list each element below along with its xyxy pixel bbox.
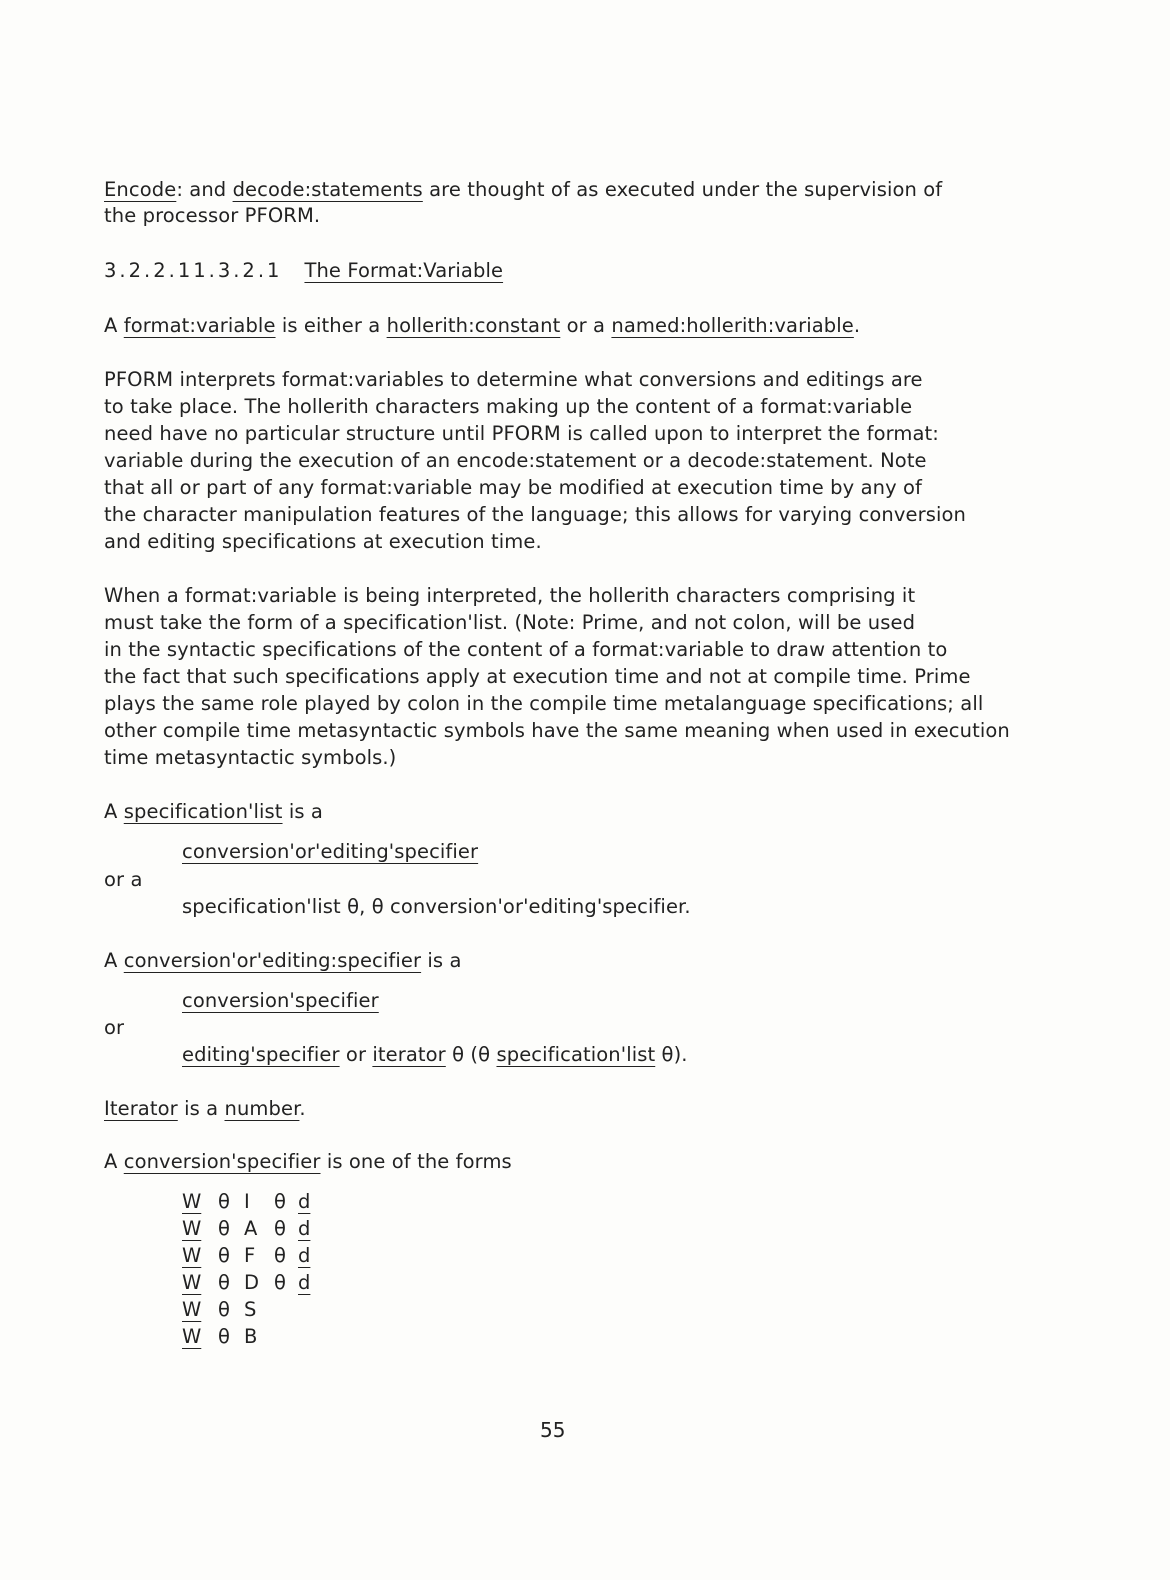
theta: θ bbox=[218, 1325, 230, 1348]
definition-alternative-1: conversion'specifier bbox=[182, 989, 379, 1012]
text: is a bbox=[177, 1097, 225, 1120]
definition-alternative-2 bbox=[182, 1041, 688, 1068]
decimal-field: d bbox=[298, 1217, 311, 1240]
term: named:hollerith:variable bbox=[611, 314, 854, 337]
paragraph-line: other compile time metasyntactic symbols have the same meaning when used in execution bbox=[104, 719, 1010, 742]
decimal-field: d bbox=[298, 1271, 311, 1294]
theta: θ bbox=[218, 1271, 230, 1294]
text: is a bbox=[282, 800, 323, 823]
intro-line-1 bbox=[104, 176, 942, 203]
definition-iterator bbox=[104, 1095, 306, 1122]
paragraph-line: variable during the execution of an encode:statement or a decode:statement. Note bbox=[104, 449, 927, 472]
format-letter: S bbox=[244, 1298, 257, 1321]
paragraph-line: time metasyntactic symbols.) bbox=[104, 746, 397, 769]
definition-conversion-or-editing-specifier bbox=[104, 947, 462, 974]
term: number bbox=[224, 1097, 300, 1120]
term-decode-statements: decode:statements bbox=[232, 178, 423, 201]
format-letter: D bbox=[244, 1271, 260, 1294]
text: or bbox=[339, 1043, 373, 1066]
paragraph-line: plays the same role played by colon in the compile time metalanguage specifications; all bbox=[104, 692, 984, 715]
theta: θ bbox=[274, 1244, 286, 1267]
conversion-form bbox=[182, 1296, 274, 1323]
or-connector: or a bbox=[104, 868, 143, 891]
text: is a bbox=[421, 949, 462, 972]
text: A bbox=[104, 949, 124, 972]
term: specification'list bbox=[123, 800, 283, 823]
format-letter: B bbox=[244, 1325, 258, 1348]
paragraph-line: the fact that such specifications apply at execution time and not at compile time. Prime bbox=[104, 665, 971, 688]
conversion-form bbox=[182, 1269, 310, 1296]
width-field: W bbox=[182, 1244, 202, 1267]
text: or a bbox=[560, 314, 612, 337]
format-letter: I bbox=[244, 1190, 250, 1213]
theta: θ bbox=[274, 1190, 286, 1213]
width-field: W bbox=[182, 1217, 202, 1240]
paragraph-line: the character manipulation features of the language; this allows for varying conversion bbox=[104, 503, 967, 526]
term: iterator bbox=[372, 1043, 446, 1066]
definition-alternative-2: specification'list θ, θ conversion'or'editing'specifier. bbox=[182, 895, 691, 918]
width-field: W bbox=[182, 1325, 202, 1348]
conversion-form bbox=[182, 1323, 274, 1350]
decimal-field: d bbox=[298, 1244, 311, 1267]
paragraph-line: to take place. The hollerith characters making up the content of a format:variable bbox=[104, 395, 913, 418]
format-letter: F bbox=[244, 1244, 256, 1267]
paragraph-line: and editing specifications at execution time. bbox=[104, 530, 542, 553]
term: Iterator bbox=[104, 1097, 178, 1120]
theta: θ bbox=[274, 1217, 286, 1240]
theta: θ bbox=[274, 1271, 286, 1294]
paragraph-format-variable-definition bbox=[104, 312, 860, 339]
conversion-form bbox=[182, 1188, 310, 1215]
term: editing'specifier bbox=[182, 1043, 340, 1066]
paragraph-line: in the syntactic specifications of the content of a format:variable to draw attention to bbox=[104, 638, 948, 661]
term: conversion'or'editing:specifier bbox=[123, 949, 422, 972]
text: is either a bbox=[275, 314, 387, 337]
text: A bbox=[104, 800, 124, 823]
paragraph-line: When a format:variable is being interpreted, the hollerith characters comprising it bbox=[104, 584, 916, 607]
definition-alternative-1: conversion'or'editing'specifier bbox=[182, 840, 479, 863]
text: . bbox=[299, 1097, 306, 1120]
text: θ). bbox=[655, 1043, 688, 1066]
term: specification'list bbox=[496, 1043, 656, 1066]
width-field: W bbox=[182, 1298, 202, 1321]
conversion-form bbox=[182, 1215, 310, 1242]
text: θ (θ bbox=[445, 1043, 497, 1066]
or-connector: or bbox=[104, 1016, 125, 1039]
paragraph-line: that all or part of any format:variable may be modified at execution time by any of bbox=[104, 476, 923, 499]
intro-line-2: the processor PFORM. bbox=[104, 204, 321, 227]
conversion-form bbox=[182, 1242, 310, 1269]
paragraph-line: PFORM interprets format:variables to determine what conversions and editings are bbox=[104, 368, 923, 391]
theta: θ bbox=[218, 1217, 230, 1240]
page-number: 55 bbox=[540, 1418, 566, 1442]
section-heading bbox=[104, 257, 503, 284]
term: hollerith:constant bbox=[386, 314, 561, 337]
term: conversion'specifier bbox=[123, 1150, 321, 1173]
theta: θ bbox=[218, 1298, 230, 1321]
text: A bbox=[104, 314, 124, 337]
width-field: W bbox=[182, 1271, 202, 1294]
text: is one of the forms bbox=[320, 1150, 512, 1173]
theta: θ bbox=[218, 1244, 230, 1267]
format-letter: A bbox=[244, 1217, 258, 1240]
paragraph-line: need have no particular structure until PFORM is called upon to interpret the format: bbox=[104, 422, 939, 445]
decimal-field: d bbox=[298, 1190, 311, 1213]
text: are thought of as executed under the supervision of bbox=[422, 178, 943, 201]
text: : and bbox=[176, 178, 233, 201]
definition-specification-list bbox=[104, 798, 323, 825]
text: . bbox=[853, 314, 861, 337]
text: A bbox=[104, 1150, 124, 1173]
section-number: 3.2.2.11.3.2.1 bbox=[104, 259, 283, 282]
term: format:variable bbox=[123, 314, 276, 337]
definition-conversion-specifier bbox=[104, 1148, 512, 1175]
paragraph-line: must take the form of a specification'list. (Note: Prime, and not colon, will be used bbox=[104, 611, 916, 634]
section-title: The Format:Variable bbox=[304, 259, 504, 282]
width-field: W bbox=[182, 1190, 202, 1213]
term-encode: Encode bbox=[104, 178, 177, 201]
theta: θ bbox=[218, 1190, 230, 1213]
